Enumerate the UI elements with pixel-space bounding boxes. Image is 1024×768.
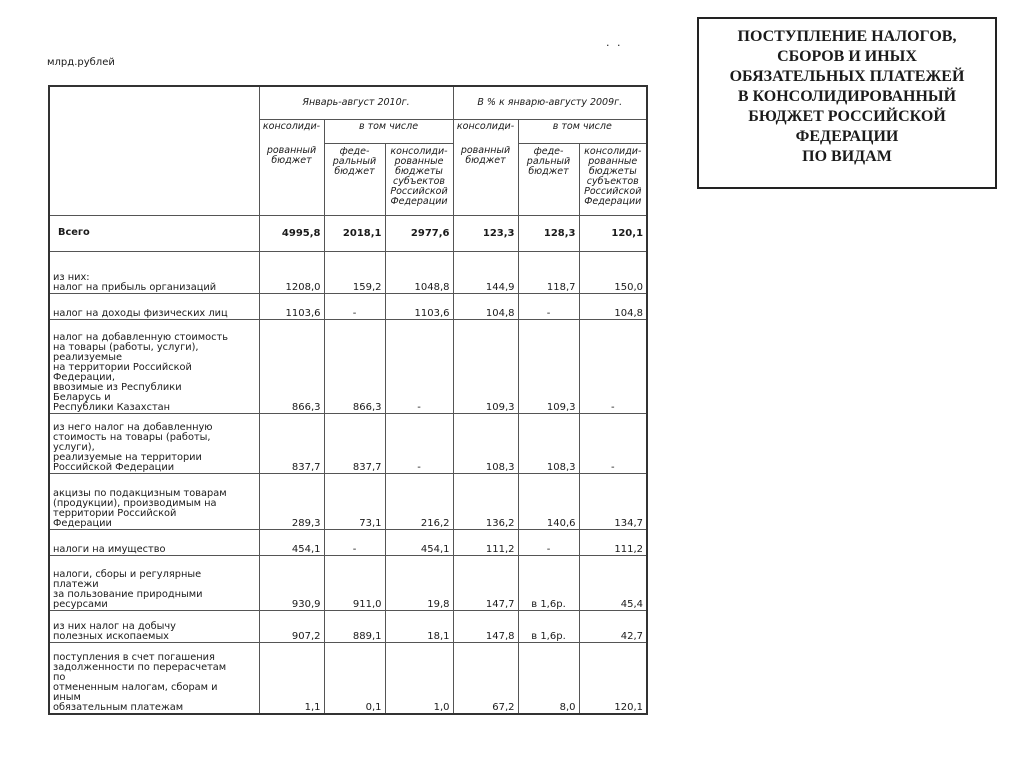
cell-value: 104,8 bbox=[579, 293, 647, 319]
header-row-periods bbox=[49, 86, 647, 119]
cell-value: 1,1 bbox=[259, 642, 324, 714]
cell-value: 128,3 bbox=[518, 215, 579, 251]
row-label: налог на доходы физических лиц bbox=[49, 293, 259, 319]
cell-value: 67,2 bbox=[453, 642, 518, 714]
header-federal-1: феде-ральный бюджет bbox=[324, 143, 385, 215]
header-consolidated-bottom-1: рованный бюджет bbox=[259, 143, 324, 215]
cell-value: 216,2 bbox=[385, 473, 453, 529]
cell-value: 454,1 bbox=[385, 529, 453, 555]
cell-value: 18,1 bbox=[385, 610, 453, 642]
header-federal-2: феде-ральный бюджет bbox=[518, 143, 579, 215]
cell-value: - bbox=[385, 413, 453, 473]
cell-value: - bbox=[324, 529, 385, 555]
table-row bbox=[49, 293, 647, 319]
table-row bbox=[49, 319, 647, 413]
cell-value: - bbox=[518, 293, 579, 319]
cell-value: 73,1 bbox=[324, 473, 385, 529]
cell-value: 454,1 bbox=[259, 529, 324, 555]
cell-value: 108,3 bbox=[518, 413, 579, 473]
cell-value: 8,0 bbox=[518, 642, 579, 714]
cell-value: 0,1 bbox=[324, 642, 385, 714]
cell-value: 104,8 bbox=[453, 293, 518, 319]
row-label: налог на добавленную стоимость на товары (работы, услуги), реализуемые на территории Российской Федерации, ввозимые из Республики Беларусь и Республики Казахстан bbox=[49, 319, 259, 413]
table-row bbox=[49, 251, 647, 293]
cell-value: 120,1 bbox=[579, 215, 647, 251]
row-label: из них налог на добычу полезных ископаемых bbox=[49, 610, 259, 642]
cell-value: 289,3 bbox=[259, 473, 324, 529]
header-including-1: в том числе bbox=[324, 119, 453, 143]
cell-value: 123,3 bbox=[453, 215, 518, 251]
cell-value: 108,3 bbox=[453, 413, 518, 473]
tax-table bbox=[48, 85, 648, 715]
cell-value: 147,7 bbox=[453, 555, 518, 610]
row-label: налоги, сборы и регулярные платежи за пользование природными ресурсами bbox=[49, 555, 259, 610]
row-label: Всего bbox=[49, 215, 259, 251]
header-period-2010: Январь-август 2010г. bbox=[259, 86, 453, 119]
cell-value: 150,0 bbox=[579, 251, 647, 293]
cell-value: 2018,1 bbox=[324, 215, 385, 251]
row-label: акцизы по подакцизным товарам (продукции), производимым на территории Российской Федерации bbox=[49, 473, 259, 529]
header-consolidated-top-1: консолиди- bbox=[259, 119, 324, 143]
cell-value: 1208,0 bbox=[259, 251, 324, 293]
header-including-2: в том числе bbox=[518, 119, 647, 143]
table-row bbox=[49, 529, 647, 555]
unit-label: млрд.рублей bbox=[47, 57, 115, 68]
cell-value: 111,2 bbox=[453, 529, 518, 555]
cell-value: 4995,8 bbox=[259, 215, 324, 251]
cell-value: 837,7 bbox=[259, 413, 324, 473]
cell-value: 866,3 bbox=[259, 319, 324, 413]
table-row-total bbox=[49, 215, 647, 251]
header-regional-1: консолиди-рованные бюджеты субъектов Российской Федерации bbox=[385, 143, 453, 215]
cell-value: 144,9 bbox=[453, 251, 518, 293]
cell-value: - bbox=[518, 529, 579, 555]
cell-value: 118,7 bbox=[518, 251, 579, 293]
header-consolidated-top-2: консолиди- bbox=[453, 119, 518, 143]
cell-value: 42,7 bbox=[579, 610, 647, 642]
cell-value: 140,6 bbox=[518, 473, 579, 529]
cell-value: 2977,6 bbox=[385, 215, 453, 251]
cell-value: - bbox=[324, 293, 385, 319]
table-row bbox=[49, 642, 647, 714]
cell-value: 109,3 bbox=[518, 319, 579, 413]
cell-value: в 1,6р. bbox=[518, 555, 579, 610]
cell-value: 907,2 bbox=[259, 610, 324, 642]
cell-value: 19,8 bbox=[385, 555, 453, 610]
header-regional-2: консолиди-рованные бюджеты субъектов Российской Федерации bbox=[579, 143, 647, 215]
cell-value: 911,0 bbox=[324, 555, 385, 610]
table-row bbox=[49, 555, 647, 610]
header-period-percent: В % к январю-августу 2009г. bbox=[453, 86, 647, 119]
table-row bbox=[49, 610, 647, 642]
cell-value: 111,2 bbox=[579, 529, 647, 555]
cell-value: 45,4 bbox=[579, 555, 647, 610]
header-empty-cell bbox=[49, 86, 259, 215]
cell-value: 1103,6 bbox=[385, 293, 453, 319]
cell-value: 136,2 bbox=[453, 473, 518, 529]
cell-value: 866,3 bbox=[324, 319, 385, 413]
cell-value: - bbox=[385, 319, 453, 413]
cell-value: 147,8 bbox=[453, 610, 518, 642]
cell-value: 109,3 bbox=[453, 319, 518, 413]
cell-value: в 1,6р. bbox=[518, 610, 579, 642]
table-row bbox=[49, 413, 647, 473]
table-row bbox=[49, 473, 647, 529]
cell-value: - bbox=[579, 413, 647, 473]
cell-value: 930,9 bbox=[259, 555, 324, 610]
row-label: поступления в счет погашения задолженности по перерасчетам по отмененным налогам, сборам и иным обязательным платежам bbox=[49, 642, 259, 714]
cell-value: 120,1 bbox=[579, 642, 647, 714]
cell-value: - bbox=[579, 319, 647, 413]
cell-value: 1103,6 bbox=[259, 293, 324, 319]
page-title: ПОСТУПЛЕНИЕ НАЛОГОВ, СБОРОВ И ИНЫХ ОБЯЗАТЕЛЬНЫХ ПЛАТЕЖЕЙ В КОНСОЛИДИРОВАННЫЙ БЮДЖЕТ РОССИЙСКОЙ ФЕДЕРАЦИИ ПО ВИДАМ bbox=[697, 17, 997, 189]
cell-value: 159,2 bbox=[324, 251, 385, 293]
scan-dots: . . bbox=[606, 36, 623, 49]
row-label: налоги на имущество bbox=[49, 529, 259, 555]
cell-value: 1048,8 bbox=[385, 251, 453, 293]
cell-value: 1,0 bbox=[385, 642, 453, 714]
cell-value: 837,7 bbox=[324, 413, 385, 473]
header-consolidated-bottom-2: рованный бюджет bbox=[453, 143, 518, 215]
cell-value: 134,7 bbox=[579, 473, 647, 529]
row-label: из них: налог на прибыль организаций bbox=[49, 251, 259, 293]
row-label: из него налог на добавленную стоимость на товары (работы, услуги), реализуемые на территории Российской Федерации bbox=[49, 413, 259, 473]
cell-value: 889,1 bbox=[324, 610, 385, 642]
